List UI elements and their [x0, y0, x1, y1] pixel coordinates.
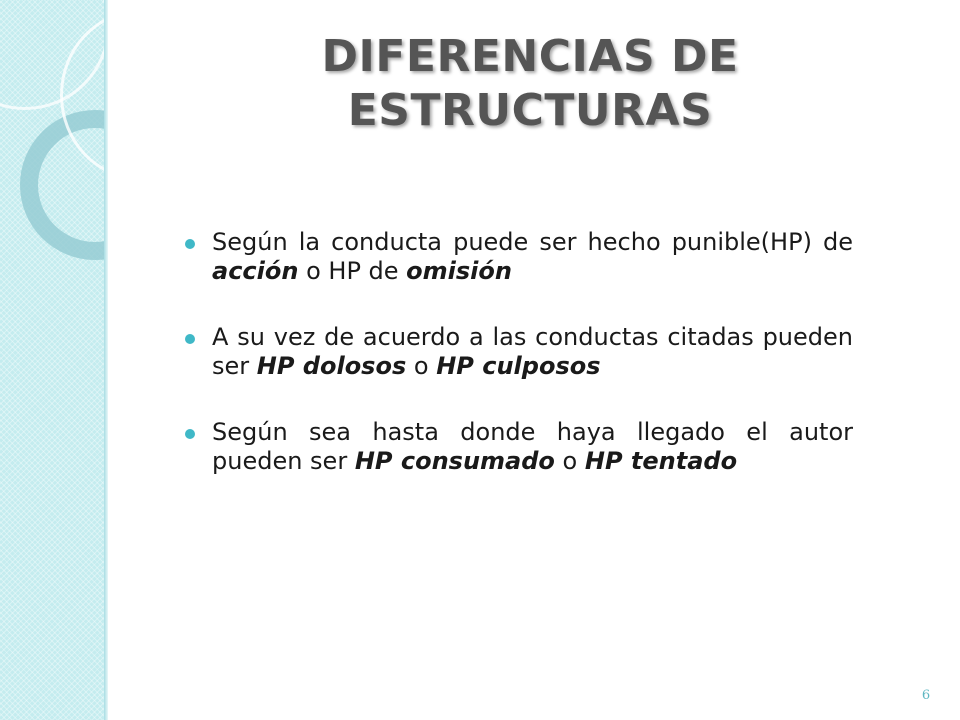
bullet-text: o [554, 447, 585, 475]
bullet-emphasis: omisión [406, 257, 512, 285]
decorative-side-band [0, 0, 104, 720]
bullet-icon [185, 429, 195, 439]
bullet-text: o [406, 352, 437, 380]
bullet-text: A su vez de acuerdo a las conductas citadas pueden ser [212, 323, 853, 380]
bullet-emphasis: HP consumado [354, 447, 555, 475]
bullet-emphasis: HP dolosos [256, 352, 407, 380]
bullet-icon [185, 239, 195, 249]
bullet-item [185, 228, 853, 286]
bullet-emphasis: acción [212, 257, 299, 285]
bullet-list [185, 228, 853, 513]
bullet-emphasis: HP culposos [436, 352, 601, 380]
page-number: 6 [921, 688, 931, 703]
bullet-icon [185, 334, 195, 344]
bullet-text: Según la conducta puede ser hecho punible(HP) de [212, 228, 853, 256]
bullet-item [185, 418, 853, 476]
bullet-text: Según sea hasta donde haya llegado el autor pueden ser [212, 418, 853, 475]
bullet-emphasis: HP tentado [584, 447, 738, 475]
bullet-text: o HP de [298, 257, 407, 285]
bullet-item [185, 323, 853, 381]
slide-title: DIFERENCIAS DE ESTRUCTURAS [321, 31, 739, 136]
side-band-edge [104, 0, 108, 720]
